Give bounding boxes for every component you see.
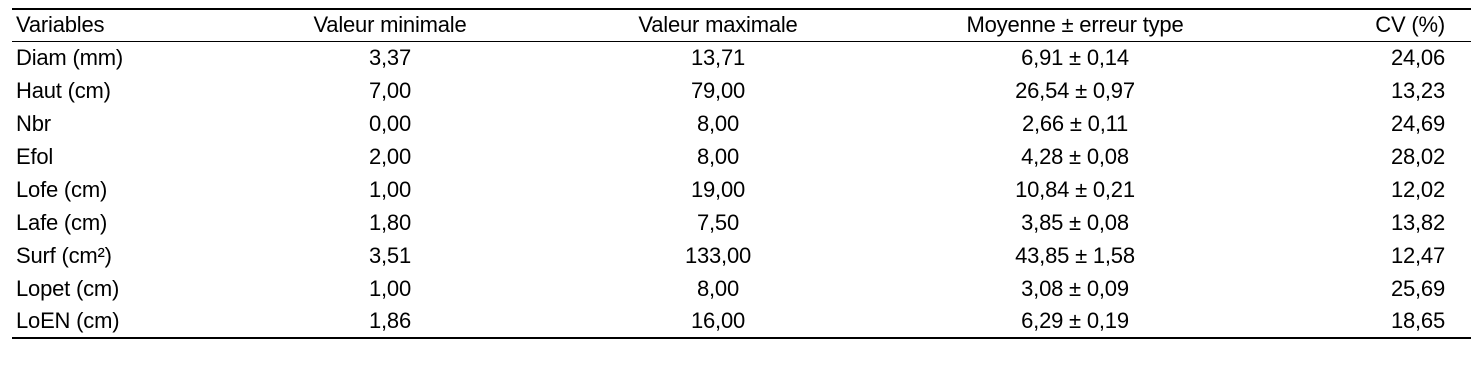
table-row: [12, 272, 1471, 305]
cell-max: 79,00: [690, 77, 746, 103]
cell-cv: 28,02: [1390, 143, 1445, 169]
cell-variable: LoEN (cm): [12, 305, 226, 338]
table-body: [12, 41, 1471, 338]
cell-cv: 13,82: [1390, 209, 1445, 235]
table-row: [12, 173, 1471, 206]
table-row: [12, 107, 1471, 140]
cell-min: 3,37: [368, 44, 412, 70]
cell-cv: 24,06: [1390, 44, 1445, 70]
cell-variable: Lopet (cm): [16, 275, 120, 301]
cell-mean: 6,91 ± 0,14: [1021, 44, 1129, 70]
cell-min: 1,86: [226, 305, 554, 338]
cell-variable: Surf (cm²): [16, 242, 112, 268]
cell-min: 1,00: [368, 275, 412, 301]
table-row: [12, 41, 1471, 74]
cell-variable: Diam (mm): [16, 44, 123, 70]
header-mean-std-error: Moyenne ± erreur type: [882, 9, 1268, 41]
cell-max: 7,50: [696, 209, 740, 235]
header-variables: Variables: [12, 9, 226, 41]
cell-cv: 13,23: [1390, 77, 1445, 103]
statistics-table-container: [12, 0, 1445, 381]
header-cv: CV (%): [1268, 9, 1471, 41]
cell-max: 19,00: [690, 176, 746, 202]
cell-mean: 10,84 ± 0,21: [1015, 176, 1135, 202]
cell-mean: 4,28 ± 0,08: [1021, 143, 1129, 169]
cell-max: 8,00: [696, 275, 740, 301]
cell-min: 0,00: [368, 110, 412, 136]
cell-mean: 3,85 ± 0,08: [1021, 209, 1129, 235]
table-row: [12, 305, 1471, 338]
descriptive-statistics-table: [12, 8, 1471, 339]
cell-cv: 25,69: [1390, 275, 1445, 301]
cell-cv: 18,65: [1268, 305, 1471, 338]
cell-mean: 43,85 ± 1,58: [1015, 242, 1135, 268]
cell-max: 16,00: [554, 305, 882, 338]
cell-max: 133,00: [684, 242, 752, 268]
cell-variable: Lafe (cm): [16, 209, 108, 235]
cell-variable: Haut (cm): [16, 77, 111, 103]
cell-min: 2,00: [368, 143, 412, 169]
table-header: [12, 9, 1471, 41]
cell-mean: 26,54 ± 0,97: [1015, 77, 1135, 103]
table-row: [12, 74, 1471, 107]
table-row: [12, 206, 1471, 239]
cell-mean: 2,66 ± 0,11: [1021, 110, 1129, 136]
header-max-value: Valeur maximale: [554, 9, 882, 41]
cell-max: 8,00: [696, 143, 740, 169]
cell-mean: 3,08 ± 0,09: [1021, 275, 1129, 301]
cell-cv: 24,69: [1390, 110, 1445, 136]
cell-min: 7,00: [368, 77, 412, 103]
table-row: [12, 140, 1471, 173]
cell-variable: Lofe (cm): [16, 176, 108, 202]
cell-min: 1,80: [368, 209, 412, 235]
cell-variable: Efol: [16, 143, 54, 169]
table-row: [12, 239, 1471, 272]
cell-max: 13,71: [690, 44, 746, 70]
cell-min: 1,00: [368, 176, 412, 202]
cell-cv: 12,47: [1390, 242, 1445, 268]
cell-cv: 12,02: [1390, 176, 1445, 202]
cell-max: 8,00: [696, 110, 740, 136]
header-row: [12, 9, 1471, 41]
cell-mean: 6,29 ± 0,19: [882, 305, 1268, 338]
cell-min: 3,51: [368, 242, 412, 268]
cell-variable: Nbr: [16, 110, 51, 136]
header-min-value: Valeur minimale: [226, 9, 554, 41]
